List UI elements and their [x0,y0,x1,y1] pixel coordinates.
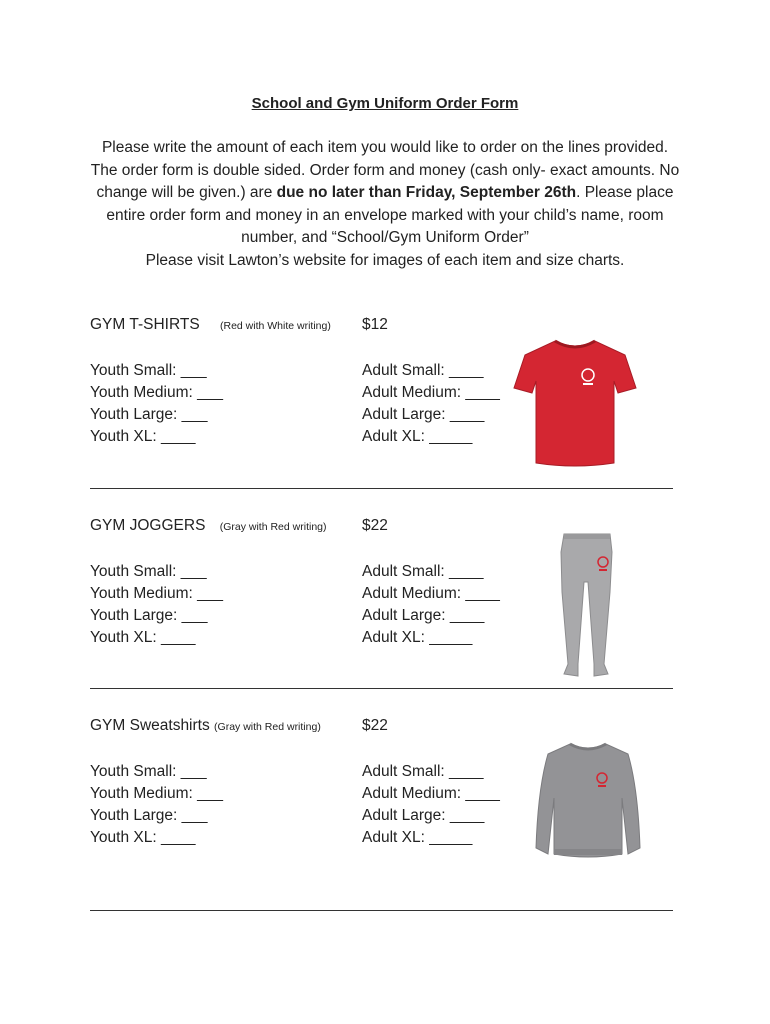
adult-large-line[interactable]: Adult Large: ____ [362,406,485,423]
gray-joggers-image [556,532,618,680]
adult-medium-line[interactable]: Adult Medium: ____ [362,384,500,401]
section-price: $22 [362,717,388,734]
section-note: (Gray with Red writing) [219,521,327,533]
youth-medium-line[interactable]: Youth Medium: ___ [90,785,223,802]
adult-sizes [362,360,500,448]
gray-sweatshirt-image [532,738,644,863]
adult-small-line[interactable]: Adult Small: ____ [362,563,484,580]
section-heading [90,316,331,334]
youth-sizes [90,761,223,849]
adult-xl-line[interactable]: Adult XL: _____ [362,829,473,846]
youth-sizes [90,360,223,448]
section-note: (Red with White writing) [219,320,331,332]
adult-large-line[interactable]: Adult Large: ____ [362,807,485,824]
adult-xl-line[interactable]: Adult XL: _____ [362,629,473,646]
section-note: (Gray with Red writing) [214,721,321,733]
adult-large-line[interactable]: Adult Large: ____ [362,607,485,624]
adult-small-line[interactable]: Adult Small: ____ [362,362,484,379]
section-name: GYM Sweatshirts [90,717,210,734]
section-name: GYM JOGGERS [90,517,206,534]
adult-medium-line[interactable]: Adult Medium: ____ [362,585,500,602]
youth-large-line[interactable]: Youth Large: ___ [90,406,208,423]
youth-large-line[interactable]: Youth Large: ___ [90,607,208,624]
youth-medium-line[interactable]: Youth Medium: ___ [90,384,223,401]
divider [90,688,673,689]
youth-small-line[interactable]: Youth Small: ___ [90,362,207,379]
adult-sizes [362,761,500,849]
section-price: $22 [362,517,388,534]
red-tshirt-image [510,333,640,468]
adult-sizes [362,561,500,649]
youth-small-line[interactable]: Youth Small: ___ [90,763,207,780]
youth-xl-line[interactable]: Youth XL: ____ [90,428,196,445]
adult-small-line[interactable]: Adult Small: ____ [362,763,484,780]
section-heading [90,517,327,535]
instructions-text-1: Please write the amount of each item you would like to order on the lines provided. The order form is double sided. Order form and money (cash only- exact amounts. No change will be given.) are [90,139,680,201]
youth-xl-line[interactable]: Youth XL: ____ [90,829,196,846]
divider [90,488,673,489]
divider [90,910,673,911]
adult-xl-line[interactable]: Adult XL: _____ [362,428,473,445]
section-name: GYM T-SHIRTS [90,316,200,333]
section-heading [90,717,321,735]
youth-xl-line[interactable]: Youth XL: ____ [90,629,196,646]
section-price: $12 [362,316,388,333]
due-date: due no later than Friday, September 26th [276,184,577,201]
youth-medium-line[interactable]: Youth Medium: ___ [90,585,223,602]
youth-small-line[interactable]: Youth Small: ___ [90,563,207,580]
youth-sizes [90,561,223,649]
adult-medium-line[interactable]: Adult Medium: ____ [362,785,500,802]
website-note: Please visit Lawton’s website for images of each item and size charts. [145,251,625,269]
instructions-text-2: . Please place entire order form and money in an envelope marked with your child’s name, room number, and “School/Gym Uniform Order” [106,184,674,246]
form-title: School and Gym Uniform Order Form [251,95,519,112]
youth-large-line[interactable]: Youth Large: ___ [90,807,208,824]
instructions [90,137,680,272]
